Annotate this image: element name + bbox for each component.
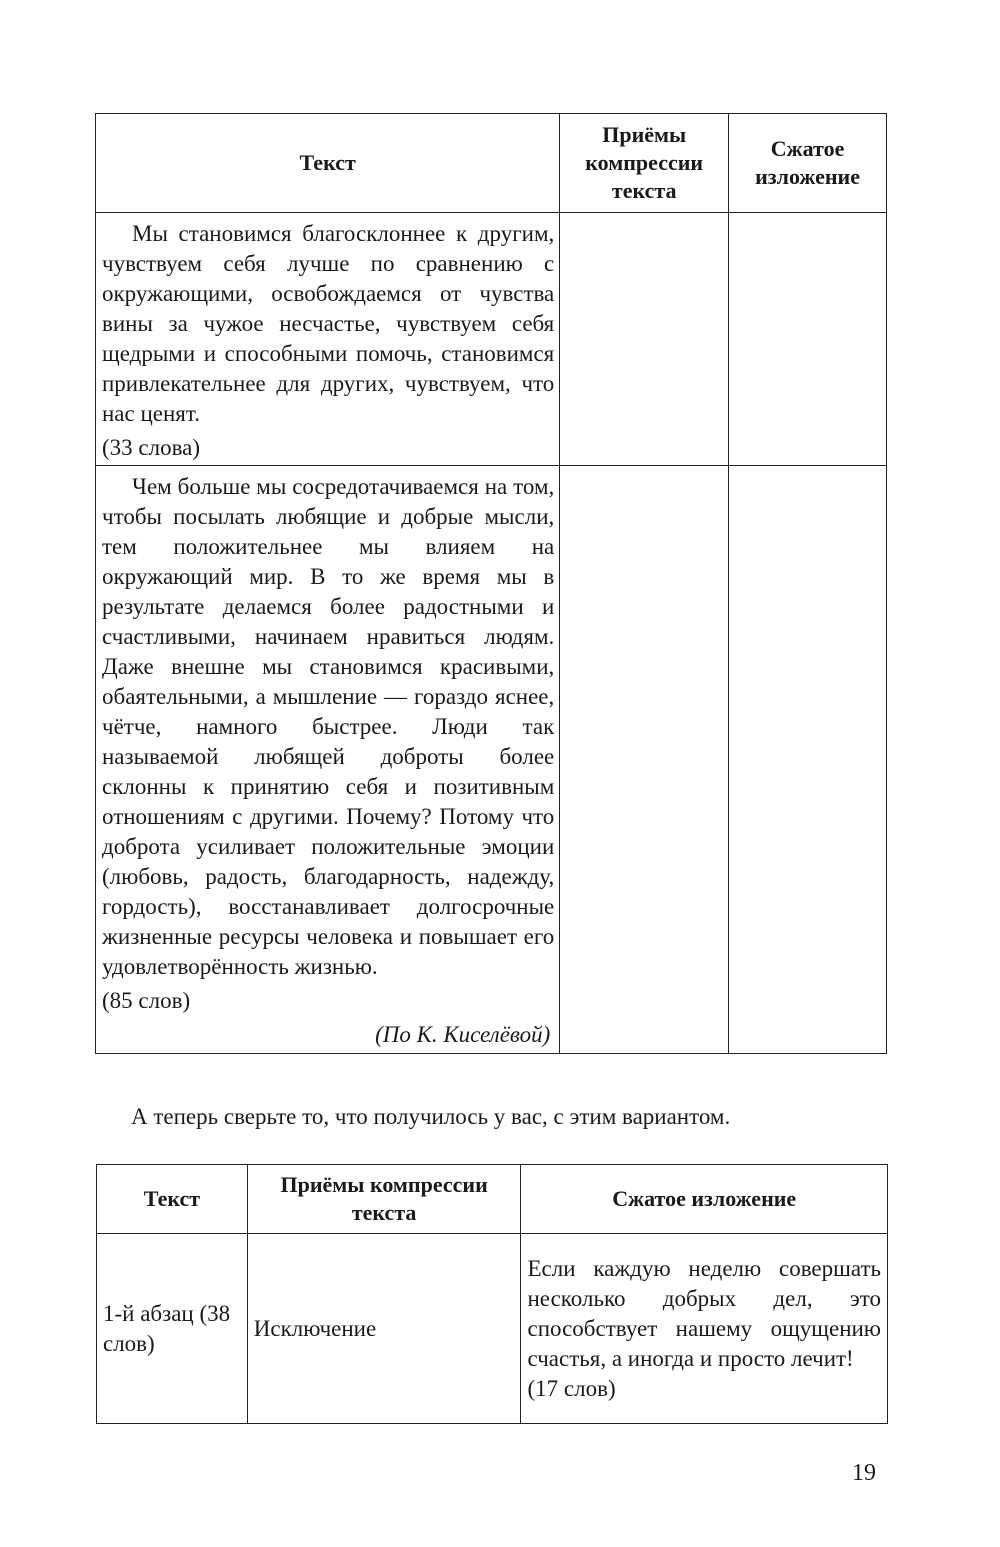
attribution: (По К. Киселёвой) bbox=[375, 1022, 551, 1047]
header-text: Текст bbox=[96, 114, 560, 213]
paragraph-text: Мы становимся благосклоннее к другим, чувствуем себя лучше по сравнению с окружающими, освобождаемся от чувства вины за чужое несчастье, чувствуем себя щедрыми и способными помочь, становимся привлекательнее для других, чувствуем, что нас ценят. bbox=[102, 221, 555, 426]
word-count: (17 слов) bbox=[527, 1375, 616, 1401]
paragraph-text: Чем больше мы сосредотачиваемся на том, чтобы посылать любящие и добрые мысли, тем положительнее мы влияем на окружающий мир. В то же время мы в результате делаемся более радостными и счастливыми, начинаем нравиться людям. Даже внешне мы становимся красивыми, обаятельными, а мышление — гораздо яснее, чётче, намного быстрее. Люди так называемой любящей доброты более склонны к принятию себя и позитивным отношениям с другими. Почему? Потому что доброта усиливает положительные эмоции (любовь, радость, благодарность, надежду, гордость), восстанавливает долгосрочные жизненные ресурсы человека и повышает его удовлетворённость жизнью. bbox=[102, 474, 555, 979]
compressed-cell bbox=[521, 1234, 888, 1424]
answer-table bbox=[96, 1164, 888, 1424]
compression-table bbox=[95, 113, 887, 1054]
text-cell bbox=[96, 213, 560, 466]
techniques-cell: Исключение bbox=[247, 1234, 521, 1424]
table-row bbox=[96, 466, 887, 1054]
page-number: 19 bbox=[852, 1460, 876, 1486]
header-text: Текст bbox=[97, 1165, 248, 1234]
techniques-cell bbox=[560, 466, 729, 1054]
text-cell: 1-й абзац (38 слов) bbox=[97, 1234, 248, 1424]
table-header-row bbox=[97, 1165, 888, 1234]
text-cell bbox=[96, 466, 560, 1054]
compressed-text: Если каждую неделю совершать несколько добрых дел, это способствует нашему ощущению счастья, а иногда и просто лечит! bbox=[527, 1255, 881, 1371]
compressed-cell bbox=[729, 466, 887, 1054]
table-row bbox=[97, 1234, 888, 1424]
header-compressed: Сжатое изложение bbox=[521, 1165, 888, 1234]
compressed-cell bbox=[729, 213, 887, 466]
table-header-row bbox=[96, 114, 887, 213]
header-compressed: Сжатое изложение bbox=[729, 114, 887, 213]
intro-text: А теперь сверьте то, что получилось у вас, с этим вариантом. bbox=[131, 1104, 731, 1129]
word-count: (85 слов) bbox=[102, 988, 191, 1013]
table-row bbox=[96, 213, 887, 466]
header-techniques: Приёмы компрессии текста bbox=[560, 114, 729, 213]
word-count: (33 слова) bbox=[102, 435, 201, 460]
techniques-cell bbox=[560, 213, 729, 466]
header-techniques: Приёмы компрессии текста bbox=[247, 1165, 521, 1234]
